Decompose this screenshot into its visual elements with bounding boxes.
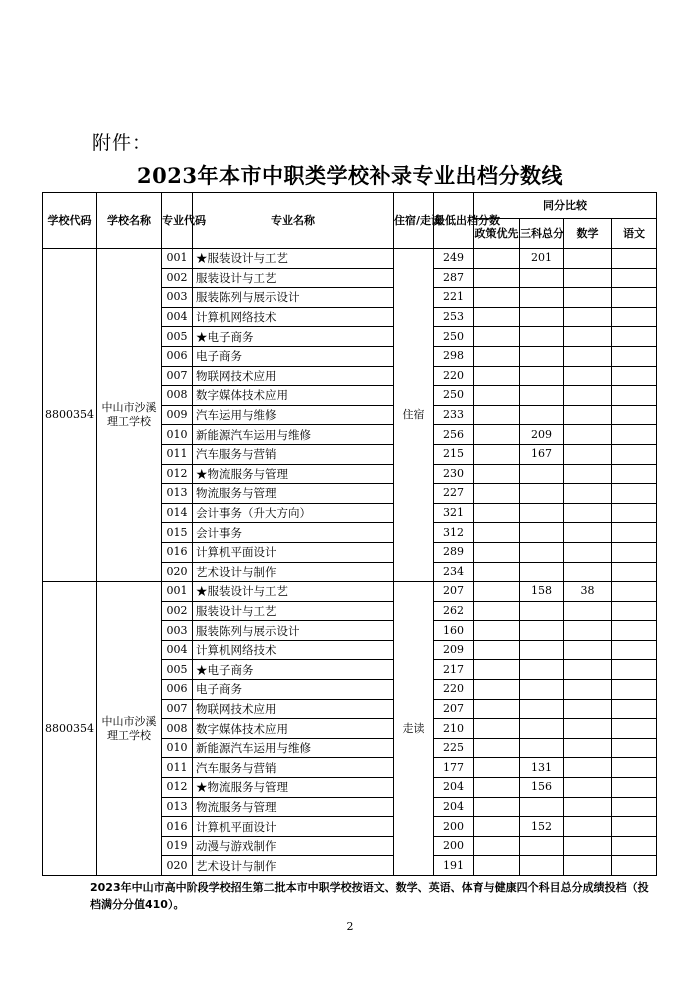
three-total-cell: 131 <box>520 758 564 778</box>
math-cell <box>564 758 612 778</box>
three-total-cell <box>520 680 564 700</box>
min-score-cell: 221 <box>434 288 474 308</box>
major-code-cell: 005 <box>162 327 193 347</box>
score-table <box>42 192 657 876</box>
major-name-cell: ★电子商务 <box>193 327 394 347</box>
policy-cell <box>474 660 520 680</box>
major-code-cell: 002 <box>162 601 193 621</box>
policy-cell <box>474 680 520 700</box>
chinese-cell <box>612 444 657 464</box>
major-name-cell: 物流服务与管理 <box>193 484 394 504</box>
policy-cell <box>474 738 520 758</box>
major-code-cell: 008 <box>162 386 193 406</box>
math-cell <box>564 405 612 425</box>
attachment-label: 附件： <box>92 132 153 154</box>
major-name-cell: 动漫与游戏制作 <box>193 836 394 856</box>
major-name-cell: 数字媒体技术应用 <box>193 386 394 406</box>
major-code-cell: 004 <box>162 307 193 327</box>
table-body <box>43 249 657 876</box>
math-cell <box>564 738 612 758</box>
chinese-cell <box>612 719 657 739</box>
math-cell: 38 <box>564 582 612 602</box>
three-total-cell <box>520 386 564 406</box>
min-score-cell: 230 <box>434 464 474 484</box>
major-name-cell: 汽车服务与营销 <box>193 444 394 464</box>
min-score-cell: 289 <box>434 542 474 562</box>
major-name-cell: ★物流服务与管理 <box>193 778 394 798</box>
min-score-cell: 207 <box>434 699 474 719</box>
math-cell <box>564 503 612 523</box>
major-code-cell: 020 <box>162 562 193 582</box>
major-name-cell: 物流服务与管理 <box>193 797 394 817</box>
three-total-cell <box>520 523 564 543</box>
chinese-cell <box>612 758 657 778</box>
stay-cell: 走读 <box>394 582 434 876</box>
major-name-cell: 会计事务 <box>193 523 394 543</box>
major-code-cell: 009 <box>162 405 193 425</box>
major-code-cell: 003 <box>162 288 193 308</box>
major-name-cell: 会计事务（升大方向） <box>193 503 394 523</box>
policy-cell <box>474 386 520 406</box>
header-school-name: 学校名称 <box>97 193 162 249</box>
major-code-cell: 006 <box>162 346 193 366</box>
min-score-cell: 250 <box>434 386 474 406</box>
three-total-cell: 156 <box>520 778 564 798</box>
major-code-cell: 012 <box>162 464 193 484</box>
three-total-cell <box>520 484 564 504</box>
three-total-cell <box>520 719 564 739</box>
major-name-cell: 服装陈列与展示设计 <box>193 288 394 308</box>
math-cell <box>564 797 612 817</box>
chinese-cell <box>612 856 657 876</box>
major-code-cell: 005 <box>162 660 193 680</box>
chinese-cell <box>612 405 657 425</box>
chinese-cell <box>612 386 657 406</box>
major-code-cell: 001 <box>162 249 193 269</box>
chinese-cell <box>612 327 657 347</box>
three-total-cell <box>520 601 564 621</box>
chinese-cell <box>612 307 657 327</box>
math-cell <box>564 288 612 308</box>
major-name-cell: 物联网技术应用 <box>193 699 394 719</box>
three-total-cell: 158 <box>520 582 564 602</box>
chinese-cell <box>612 523 657 543</box>
three-total-cell <box>520 542 564 562</box>
policy-cell <box>474 288 520 308</box>
three-total-cell: 152 <box>520 817 564 837</box>
major-code-cell: 011 <box>162 444 193 464</box>
three-total-cell <box>520 464 564 484</box>
policy-cell <box>474 444 520 464</box>
chinese-cell <box>612 288 657 308</box>
three-total-cell <box>520 503 564 523</box>
major-code-cell: 013 <box>162 484 193 504</box>
major-name-cell: ★物流服务与管理 <box>193 464 394 484</box>
header-min-score: 最低出档分数 <box>434 193 474 249</box>
policy-cell <box>474 503 520 523</box>
major-code-cell: 010 <box>162 425 193 445</box>
policy-cell <box>474 719 520 739</box>
math-cell <box>564 660 612 680</box>
major-name-cell: 计算机网络技术 <box>193 307 394 327</box>
math-cell <box>564 562 612 582</box>
math-cell <box>564 268 612 288</box>
major-code-cell: 014 <box>162 503 193 523</box>
chinese-cell <box>612 268 657 288</box>
min-score-cell: 250 <box>434 327 474 347</box>
chinese-cell <box>612 582 657 602</box>
major-name-cell: 计算机平面设计 <box>193 542 394 562</box>
policy-cell <box>474 425 520 445</box>
table-row <box>43 582 657 602</box>
school-name-cell: 中山市沙溪理工学校 <box>97 582 162 876</box>
three-total-cell <box>520 562 564 582</box>
min-score-cell: 207 <box>434 582 474 602</box>
policy-cell <box>474 327 520 347</box>
math-cell <box>564 680 612 700</box>
three-total-cell <box>520 699 564 719</box>
chinese-cell <box>612 680 657 700</box>
chinese-cell <box>612 817 657 837</box>
policy-cell <box>474 366 520 386</box>
header-major-code: 专业代码 <box>162 193 193 249</box>
major-name-cell: 艺术设计与制作 <box>193 856 394 876</box>
math-cell <box>564 542 612 562</box>
document-title: 2023年本市中职类学校补录专业出档分数线 <box>137 163 563 188</box>
table-row <box>43 249 657 269</box>
math-cell <box>564 386 612 406</box>
math-cell <box>564 699 612 719</box>
header-policy: 政策优先 <box>474 219 520 249</box>
policy-cell <box>474 582 520 602</box>
policy-cell <box>474 778 520 798</box>
major-name-cell: 艺术设计与制作 <box>193 562 394 582</box>
header-compare: 同分比较 <box>474 193 657 219</box>
min-score-cell: 210 <box>434 719 474 739</box>
math-cell <box>564 249 612 269</box>
major-name-cell: 电子商务 <box>193 346 394 366</box>
chinese-cell <box>612 484 657 504</box>
header-three-total: 三科总分 <box>520 219 564 249</box>
header-math: 数学 <box>564 219 612 249</box>
three-total-cell <box>520 836 564 856</box>
math-cell <box>564 778 612 798</box>
major-name-cell: 电子商务 <box>193 680 394 700</box>
min-score-cell: 215 <box>434 444 474 464</box>
min-score-cell: 220 <box>434 366 474 386</box>
min-score-cell: 160 <box>434 621 474 641</box>
header-stay: 住宿/走读 <box>394 193 434 249</box>
three-total-cell <box>520 268 564 288</box>
major-name-cell: ★服装设计与工艺 <box>193 582 394 602</box>
min-score-cell: 200 <box>434 817 474 837</box>
header-school-code: 学校代码 <box>43 193 97 249</box>
major-code-cell: 008 <box>162 719 193 739</box>
chinese-cell <box>612 778 657 798</box>
policy-cell <box>474 249 520 269</box>
chinese-cell <box>612 249 657 269</box>
policy-cell <box>474 797 520 817</box>
math-cell <box>564 346 612 366</box>
three-total-cell <box>520 327 564 347</box>
chinese-cell <box>612 542 657 562</box>
major-code-cell: 001 <box>162 582 193 602</box>
chinese-cell <box>612 366 657 386</box>
school-code-cell: 8800354 <box>43 582 97 876</box>
major-code-cell: 013 <box>162 797 193 817</box>
math-cell <box>564 484 612 504</box>
policy-cell <box>474 562 520 582</box>
math-cell <box>564 836 612 856</box>
chinese-cell <box>612 738 657 758</box>
chinese-cell <box>612 562 657 582</box>
major-name-cell: 服装设计与工艺 <box>193 268 394 288</box>
min-score-cell: 253 <box>434 307 474 327</box>
major-code-cell: 015 <box>162 523 193 543</box>
major-code-cell: 010 <box>162 738 193 758</box>
footnote: 2023年中山市高中阶段学校招生第二批本市中职学校按语文、数学、英语、体育与健康四个科目总分成绩投档（投档满分分值410）。 <box>90 881 649 911</box>
min-score-cell: 233 <box>434 405 474 425</box>
min-score-cell: 227 <box>434 484 474 504</box>
min-score-cell: 256 <box>434 425 474 445</box>
math-cell <box>564 856 612 876</box>
three-total-cell <box>520 288 564 308</box>
math-cell <box>564 425 612 445</box>
policy-cell <box>474 699 520 719</box>
chinese-cell <box>612 836 657 856</box>
major-name-cell: 计算机网络技术 <box>193 640 394 660</box>
policy-cell <box>474 817 520 837</box>
major-code-cell: 016 <box>162 817 193 837</box>
major-code-cell: 002 <box>162 268 193 288</box>
math-cell <box>564 464 612 484</box>
header-chinese: 语文 <box>612 219 657 249</box>
major-name-cell: ★电子商务 <box>193 660 394 680</box>
chinese-cell <box>612 699 657 719</box>
min-score-cell: 204 <box>434 778 474 798</box>
major-code-cell: 003 <box>162 621 193 641</box>
policy-cell <box>474 268 520 288</box>
school-name-cell: 中山市沙溪理工学校 <box>97 249 162 582</box>
min-score-cell: 298 <box>434 346 474 366</box>
min-score-cell: 209 <box>434 640 474 660</box>
three-total-cell <box>520 738 564 758</box>
min-score-cell: 312 <box>434 523 474 543</box>
major-code-cell: 016 <box>162 542 193 562</box>
three-total-cell: 167 <box>520 444 564 464</box>
policy-cell <box>474 464 520 484</box>
math-cell <box>564 307 612 327</box>
chinese-cell <box>612 425 657 445</box>
major-code-cell: 004 <box>162 640 193 660</box>
policy-cell <box>474 836 520 856</box>
math-cell <box>564 366 612 386</box>
three-total-cell <box>520 797 564 817</box>
major-code-cell: 012 <box>162 778 193 798</box>
chinese-cell <box>612 464 657 484</box>
page-number: 2 <box>346 920 354 933</box>
policy-cell <box>474 856 520 876</box>
chinese-cell <box>612 503 657 523</box>
policy-cell <box>474 523 520 543</box>
min-score-cell: 225 <box>434 738 474 758</box>
min-score-cell: 262 <box>434 601 474 621</box>
policy-cell <box>474 307 520 327</box>
chinese-cell <box>612 621 657 641</box>
major-name-cell: 服装设计与工艺 <box>193 601 394 621</box>
policy-cell <box>474 640 520 660</box>
three-total-cell <box>520 640 564 660</box>
major-name-cell: 服装陈列与展示设计 <box>193 621 394 641</box>
major-name-cell: 物联网技术应用 <box>193 366 394 386</box>
min-score-cell: 234 <box>434 562 474 582</box>
min-score-cell: 217 <box>434 660 474 680</box>
math-cell <box>564 621 612 641</box>
math-cell <box>564 640 612 660</box>
math-cell <box>564 444 612 464</box>
min-score-cell: 249 <box>434 249 474 269</box>
major-name-cell: 汽车服务与营销 <box>193 758 394 778</box>
math-cell <box>564 327 612 347</box>
three-total-cell <box>520 307 564 327</box>
chinese-cell <box>612 346 657 366</box>
policy-cell <box>474 346 520 366</box>
major-name-cell: 新能源汽车运用与维修 <box>193 738 394 758</box>
math-cell <box>564 601 612 621</box>
min-score-cell: 321 <box>434 503 474 523</box>
header-major-name: 专业名称 <box>193 193 394 249</box>
three-total-cell <box>520 856 564 876</box>
major-name-cell: 新能源汽车运用与维修 <box>193 425 394 445</box>
min-score-cell: 204 <box>434 797 474 817</box>
min-score-cell: 220 <box>434 680 474 700</box>
major-name-cell: 汽车运用与维修 <box>193 405 394 425</box>
policy-cell <box>474 405 520 425</box>
three-total-cell: 201 <box>520 249 564 269</box>
policy-cell <box>474 542 520 562</box>
school-code-cell: 8800354 <box>43 249 97 582</box>
three-total-cell <box>520 660 564 680</box>
major-code-cell: 020 <box>162 856 193 876</box>
major-name-cell: ★服装设计与工艺 <box>193 249 394 269</box>
major-name-cell: 数字媒体技术应用 <box>193 719 394 739</box>
policy-cell <box>474 601 520 621</box>
major-code-cell: 007 <box>162 366 193 386</box>
three-total-cell <box>520 405 564 425</box>
min-score-cell: 177 <box>434 758 474 778</box>
policy-cell <box>474 484 520 504</box>
major-code-cell: 019 <box>162 836 193 856</box>
three-total-cell: 209 <box>520 425 564 445</box>
chinese-cell <box>612 640 657 660</box>
major-name-cell: 计算机平面设计 <box>193 817 394 837</box>
major-code-cell: 007 <box>162 699 193 719</box>
min-score-cell: 200 <box>434 836 474 856</box>
policy-cell <box>474 621 520 641</box>
min-score-cell: 287 <box>434 268 474 288</box>
math-cell <box>564 817 612 837</box>
chinese-cell <box>612 797 657 817</box>
chinese-cell <box>612 601 657 621</box>
major-code-cell: 011 <box>162 758 193 778</box>
stay-cell: 住宿 <box>394 249 434 582</box>
major-code-cell: 006 <box>162 680 193 700</box>
three-total-cell <box>520 346 564 366</box>
min-score-cell: 191 <box>434 856 474 876</box>
three-total-cell <box>520 621 564 641</box>
math-cell <box>564 523 612 543</box>
chinese-cell <box>612 660 657 680</box>
math-cell <box>564 719 612 739</box>
policy-cell <box>474 758 520 778</box>
three-total-cell <box>520 366 564 386</box>
